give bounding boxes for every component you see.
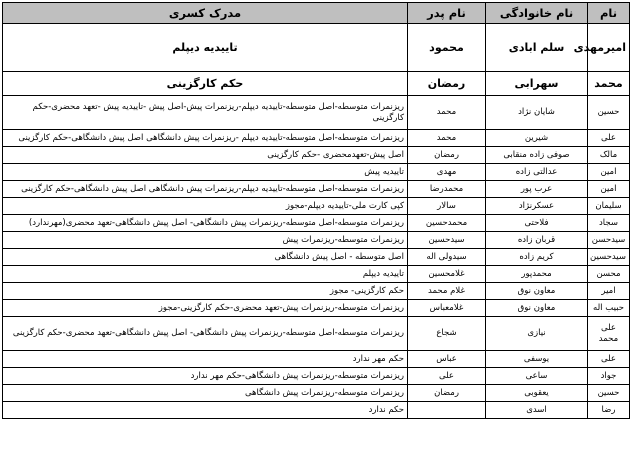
table-row (3, 72, 630, 96)
cell-first-name: محمد (588, 72, 630, 96)
cell-first-name: امیرمهدی (588, 24, 630, 72)
table-row (3, 385, 630, 402)
cell-first-name: حسین (588, 96, 630, 130)
header-first-name: نام (588, 3, 630, 24)
cell-family-name: شیرین (486, 130, 588, 147)
table-row (3, 215, 630, 232)
cell-family-name: اسدی (486, 402, 588, 419)
cell-father-name: غلامحسین (408, 266, 486, 283)
cell-first-name: سجاد (588, 215, 630, 232)
table-row (3, 351, 630, 368)
cell-first-name: امیر (588, 283, 630, 300)
document-page (2, 2, 630, 419)
cell-father-name: رمضان (408, 72, 486, 96)
cell-family-name: معاون نوق (486, 300, 588, 317)
cell-family-name: عسکرنژاد (486, 198, 588, 215)
cell-family-name: فلاحتی (486, 215, 588, 232)
cell-deficiency: کپی کارت ملی-تاییدیه دیپلم-مجوز (3, 198, 408, 215)
table-row (3, 232, 630, 249)
table-row (3, 181, 630, 198)
cell-father-name: محمدرضا (408, 181, 486, 198)
cell-family-name: شایان نژاد (486, 96, 588, 130)
header-father-name: نام پدر (408, 3, 486, 24)
cell-first-name: محسن (588, 266, 630, 283)
cell-first-name: علی (588, 130, 630, 147)
table-row (3, 164, 630, 181)
cell-first-name: حسین (588, 385, 630, 402)
cell-family-name: معاون نوق (486, 283, 588, 300)
cell-first-name: مالک (588, 147, 630, 164)
cell-deficiency: حکم مهر ندارد (3, 351, 408, 368)
table-row (3, 317, 630, 351)
cell-father-name: عباس (408, 351, 486, 368)
cell-first-name: سیدحسین (588, 249, 630, 266)
cell-father-name: سیدحسین (408, 232, 486, 249)
cell-first-name: سلیمان (588, 198, 630, 215)
cell-father-name: رمضان (408, 385, 486, 402)
cell-father-name: غلام محمد (408, 283, 486, 300)
cell-father-name: شجاع (408, 317, 486, 351)
deficiency-table (2, 2, 630, 419)
cell-first-name: رضا (588, 402, 630, 419)
cell-first-name: علی (588, 351, 630, 368)
cell-family-name: صوفی زاده منقابی (486, 147, 588, 164)
cell-deficiency: ریزنمرات متوسطه-اصل متوسطه-ریزنمرات پیش دانشگاهی- اصل پیش دانشگاهی-تعهد محضری-حکم کارگزینی (3, 317, 408, 351)
cell-father-name: علی (408, 368, 486, 385)
cell-family-name: یوسفی (486, 351, 588, 368)
cell-family-name: سلم ابادی (486, 24, 588, 72)
cell-deficiency: ریزنمرات متوسطه-اصل متوسطه-تاییدیه دیپلم-ریزنمرات پیش-اصل پیش -تاییدیه پیش -تعهد محضری-حکم کارگزینی (3, 96, 408, 130)
cell-family-name: قربان زاده (486, 232, 588, 249)
table-row (3, 283, 630, 300)
cell-family-name: محمدپور (486, 266, 588, 283)
cell-deficiency: حکم ندارد (3, 402, 408, 419)
cell-family-name: سهرابی (486, 72, 588, 96)
header-row (3, 3, 630, 24)
table-row (3, 300, 630, 317)
table-row (3, 249, 630, 266)
cell-deficiency: ریزنمرات متوسطه-اصل متوسطه-تاییدیه دیپلم-ریزنمرات پیش دانشگاهی اصل پیش دانشگاهی-حکم کارگزینی (3, 181, 408, 198)
cell-deficiency: تاییدیه دیپلم (3, 266, 408, 283)
cell-father-name: سالار (408, 198, 486, 215)
cell-family-name: عرب پور (486, 181, 588, 198)
cell-deficiency: اصل متوسطه - اصل پیش دانشگاهی (3, 249, 408, 266)
cell-family-name: عدالتی زاده (486, 164, 588, 181)
table-row (3, 96, 630, 130)
table-row (3, 130, 630, 147)
table-row (3, 24, 630, 72)
cell-deficiency: حکم کارگزینی (3, 72, 408, 96)
cell-deficiency: ریزنمرات متوسطه-ریزنمرات پیش دانشگاهی (3, 385, 408, 402)
cell-father-name: سیدولی اله (408, 249, 486, 266)
cell-father-name: مهدی (408, 164, 486, 181)
cell-deficiency: اصل پیش-تعهدمحضری -حکم کارگزینی (3, 147, 408, 164)
cell-first-name: سیدحسن (588, 232, 630, 249)
cell-family-name: کریم زاده (486, 249, 588, 266)
cell-first-name: جواد (588, 368, 630, 385)
cell-family-name: ساعی (486, 368, 588, 385)
cell-father-name: غلامعباس (408, 300, 486, 317)
cell-father-name: رمضان (408, 147, 486, 164)
cell-deficiency: ریزنمرات متوسطه-ریزنمرات پیش دانشگاهی-حکم مهر ندارد (3, 368, 408, 385)
cell-deficiency: ریزنمرات متوسطه-ریزنمرات پیش (3, 232, 408, 249)
cell-deficiency: ریزنمرات متوسطه-اصل متوسطه-ریزنمرات پیش دانشگاهی- اصل پیش دانشگاهی-تعهد محضری(مهرندارد) (3, 215, 408, 232)
cell-father-name: محمد (408, 130, 486, 147)
cell-family-name: یعقوبی (486, 385, 588, 402)
cell-deficiency: ریزنمرات متوسطه-اصل متوسطه-تاییدیه دیپلم -ریزنمرات پیش دانشگاهی اصل پیش دانشگاهی-حکم کارگزینی (3, 130, 408, 147)
table-row (3, 266, 630, 283)
table-row (3, 402, 630, 419)
cell-first-name: حبیب اله (588, 300, 630, 317)
cell-first-name: امین (588, 164, 630, 181)
cell-first-name: امین (588, 181, 630, 198)
cell-deficiency: تاییدیه دیپلم (3, 24, 408, 72)
cell-deficiency: تاییدیه پیش (3, 164, 408, 181)
cell-first-name: علی محمد (588, 317, 630, 351)
header-deficiency: مدرک کسری (3, 3, 408, 24)
cell-father-name: محمدحسین (408, 215, 486, 232)
cell-father-name: محمود (408, 24, 486, 72)
table-row (3, 368, 630, 385)
table-row (3, 147, 630, 164)
header-family-name: نام خانوادگی (486, 3, 588, 24)
cell-father-name (408, 402, 486, 419)
cell-father-name: محمد (408, 96, 486, 130)
table-row (3, 198, 630, 215)
cell-deficiency: حکم کارگزینی- مجوز (3, 283, 408, 300)
cell-deficiency: ریزنمرات متوسطه-ریزنمرات پیش-تعهد محضری-حکم کارگزینی-مجوز (3, 300, 408, 317)
cell-family-name: نیازی (486, 317, 588, 351)
